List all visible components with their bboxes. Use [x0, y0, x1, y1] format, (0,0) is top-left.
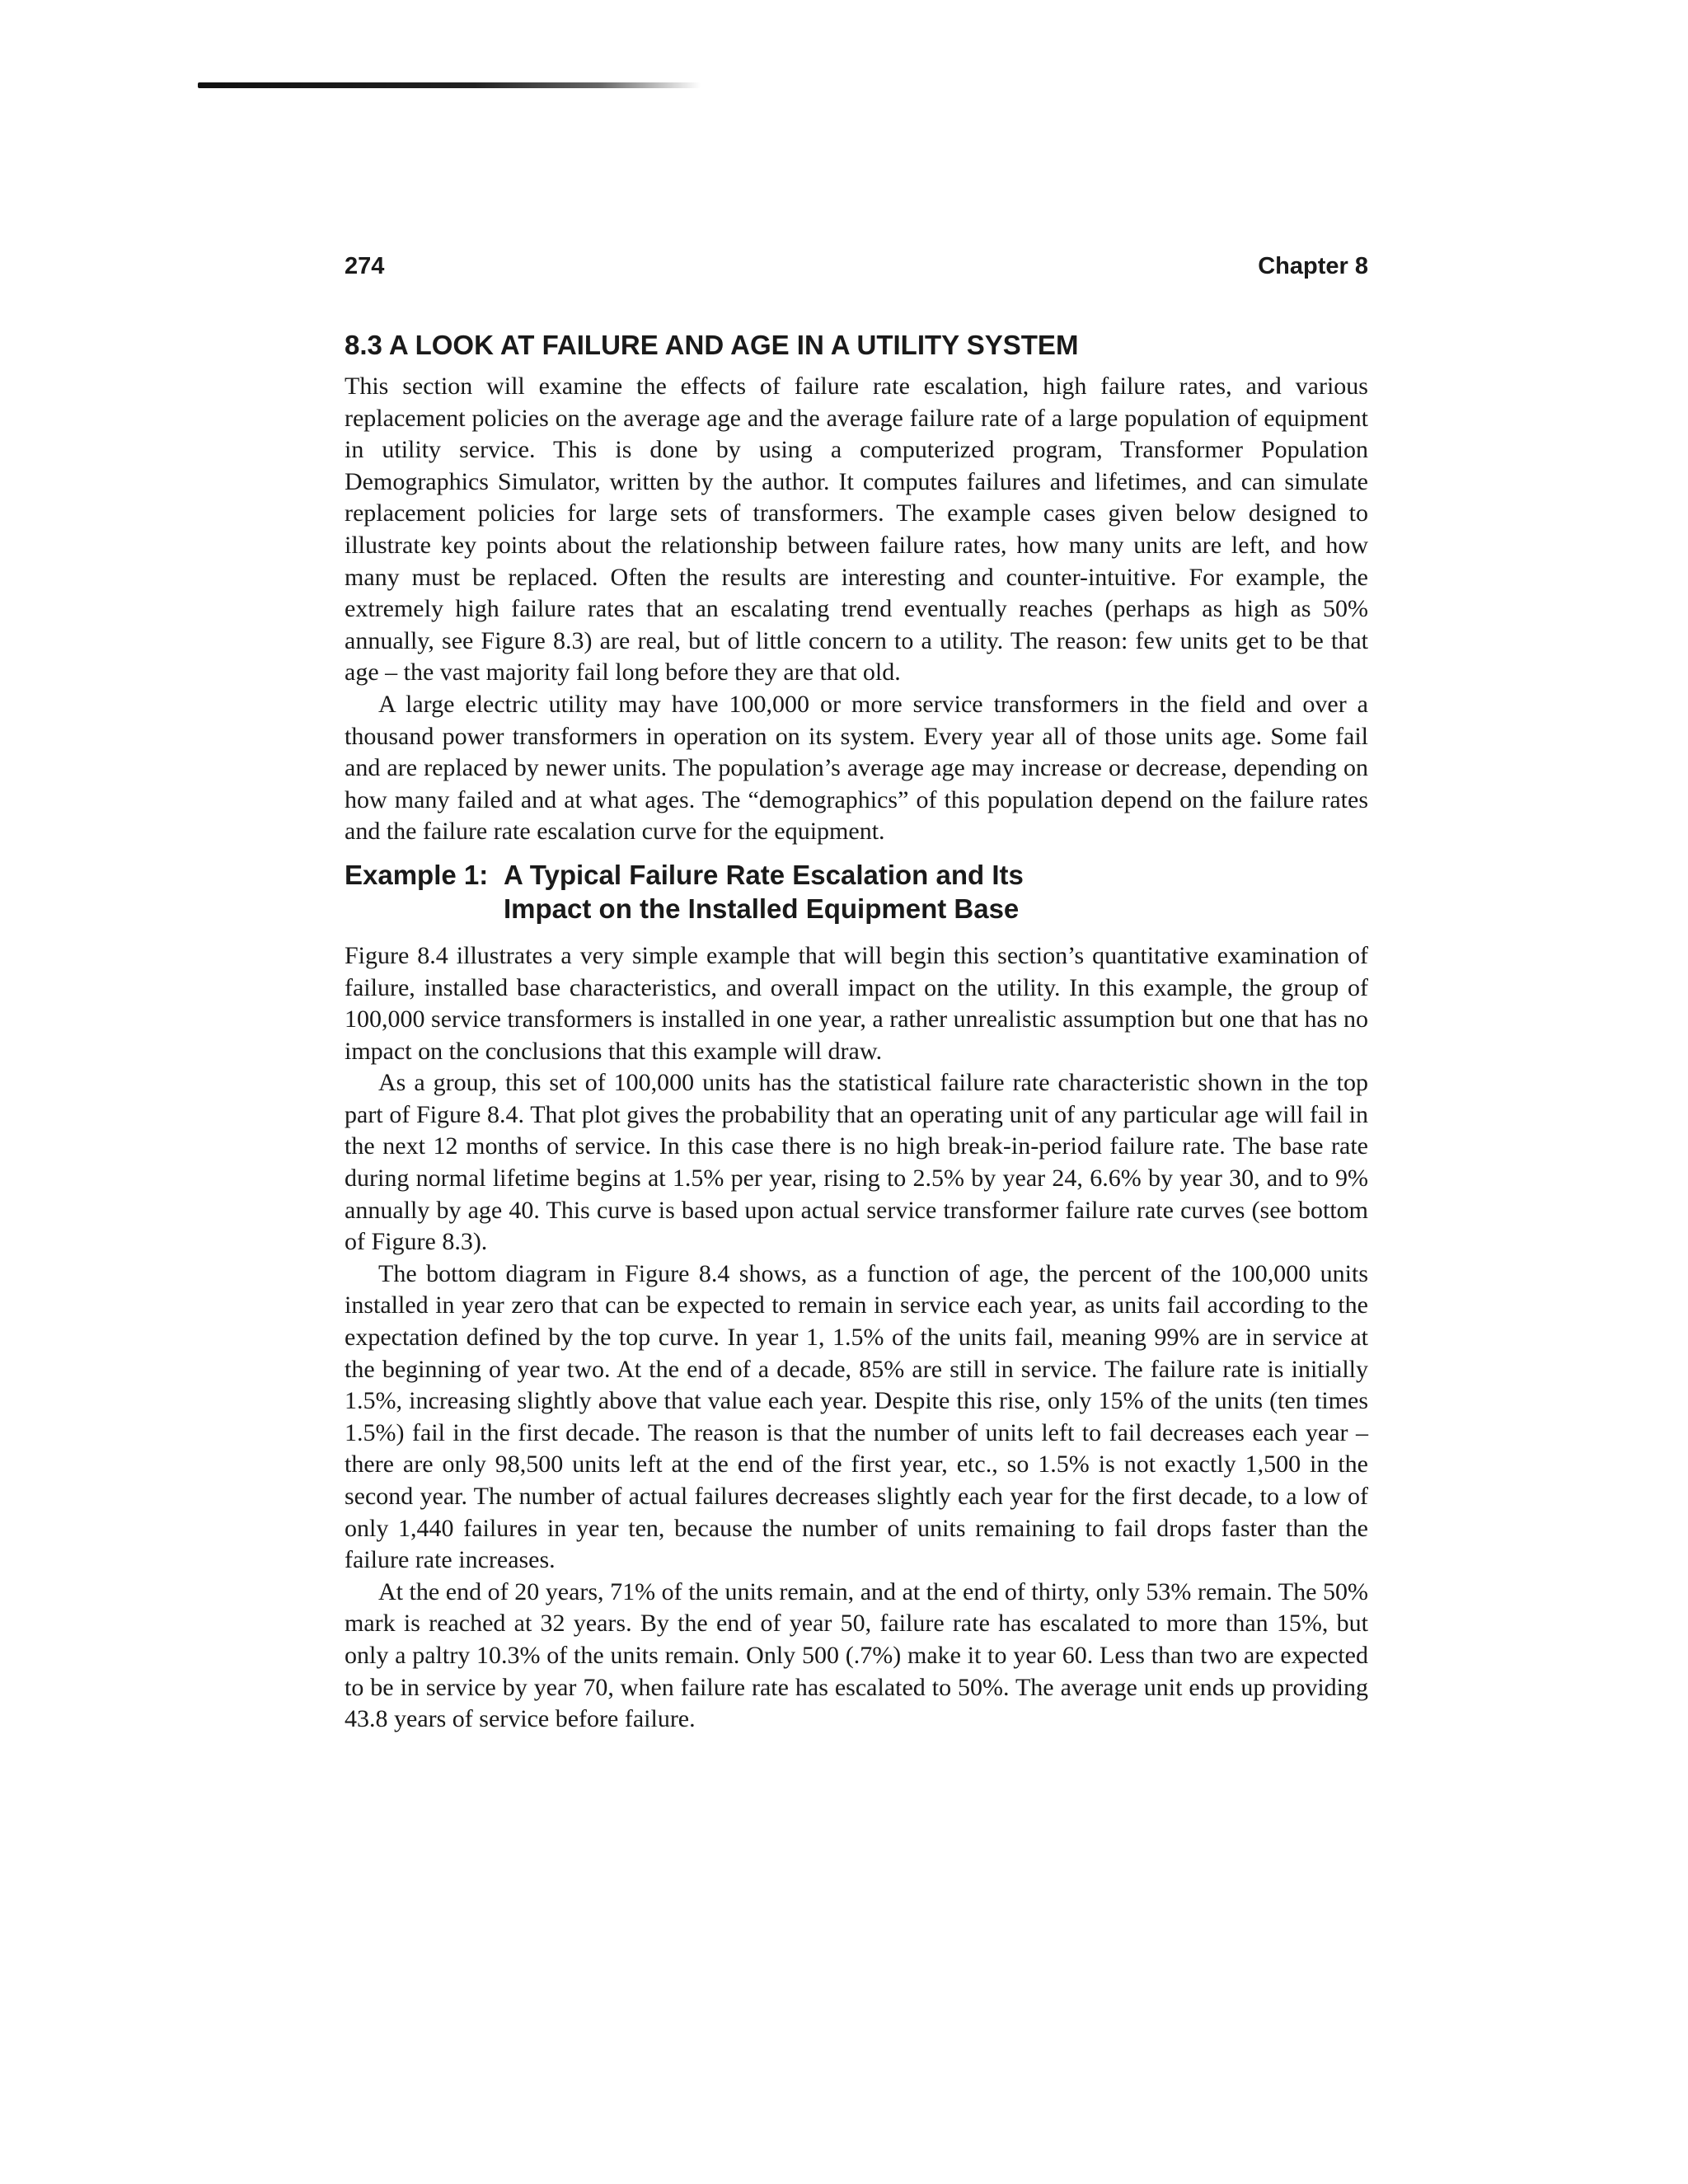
- scan-edge-rule: [198, 82, 701, 88]
- chapter-label: Chapter 8: [1258, 253, 1368, 279]
- example-paragraph-1: Figure 8.4 illustrates a very simple example that will begin this section’s quantitative examination of failure, installed base characteristics, and overall impact on the utility. In this example, the group of 100,000 service transformers is installed in one year, a rather unrealistic assumption but one that has no impact on the conclusions that this example will draw.: [345, 941, 1368, 1065]
- page-body: [345, 328, 1368, 1736]
- example-heading: [345, 858, 1368, 926]
- page-number: 274: [345, 253, 385, 279]
- example-label: Example 1:: [345, 859, 489, 890]
- section-paragraph-1: This section will examine the effects of failure rate escalation, high failure rates, and various replacement policies on the average age and the average failure rate of a large population of equipment in utility service. This is done by using a computerized program, Transformer Population Demographics Simulator, written by the author. It computes failures and lifetimes, and can simulate replacement policies for large sets of transformers. The example cases given below designed to illustrate key points about the relationship between failure rates, how many units are left, and how many must be replaced. Often the results are interesting and counter-intuitive. For example, the extremely high failure rates that an escalating trend eventually reaches (perhaps as high as 50% annually, see Figure 8.3) are real, but of little concern to a utility. The reason: few units get to be that age – the vast majority fail long before they are that old.: [345, 373, 1368, 687]
- example-paragraph-3: The bottom diagram in Figure 8.4 shows, as a function of age, the percent of the 100,000 units installed in year zero that can be expected to remain in service each year, as units fail according to the expectation defined by the top curve. In year 1, 1.5% of the units fail, meaning 99% are in service at the beginning of year two. At the end of a decade, 85% are still in service. The failure rate is initially 1.5%, increasing slightly above that value each year. Despite this rise, only 15% of the units (ten times 1.5%) fail in the first decade. The reason is that the number of units left to fail decreases each year – there are only 98,500 units left at the end of the first year, etc., so 1.5% is not exactly 1,500 in the second year. The number of actual failures decreases slightly each year for the first decade, to a low of only 1,440 failures in year ten, because the number of units remaining to fail drops faster than the failure rate increases.: [345, 1259, 1368, 1574]
- example-paragraph-4: At the end of 20 years, 71% of the units remain, and at the end of thirty, only 53% remain. The 50% mark is reached at 32 years. By the end of year 50, failure rate has escalated to more than 15%, but only a paltry 10.3% of the units remain. Only 500 (.7%) make it to year 60. Less than two are expected to be in service by year 70, when failure rate has escalated to 50%. The average unit ends up providing 43.8 years of service before failure.: [345, 1577, 1368, 1733]
- running-header: [345, 251, 1368, 281]
- example-title: [504, 858, 1024, 926]
- section-heading: 8.3 A LOOK AT FAILURE AND AGE IN A UTILITY SYSTEM: [345, 330, 1079, 360]
- example-title-line-1: A Typical Failure Rate Escalation and Its: [504, 859, 1024, 890]
- example-paragraph-2: As a group, this set of 100,000 units has the statistical failure rate characteristic shown in the top part of Figure 8.4. That plot gives the probability that an operating unit of any particular age will fail in the next 12 months of service. In this case there is no high break-in-period failure rate. The base rate during normal lifetime begins at 1.5% per year, rising to 2.5% by year 24, 6.6% by year 30, and to 9% annually by age 40. This curve is based upon actual service transformer failure rate curves (see bottom of Figure 8.3).: [345, 1069, 1368, 1256]
- section-paragraph-2: A large electric utility may have 100,000 or more service transformers in the field and over a thousand power transformers in operation on its system. Every year all of those units age. Some fail and are replaced by newer units. The population’s average age may increase or decrease, depending on how many failed and at what ages. The “demographics” of this population depend on the failure rates and the failure rate escalation curve for the equipment.: [345, 690, 1368, 846]
- example-title-line-2: Impact on the Installed Equipment Base: [504, 893, 1020, 924]
